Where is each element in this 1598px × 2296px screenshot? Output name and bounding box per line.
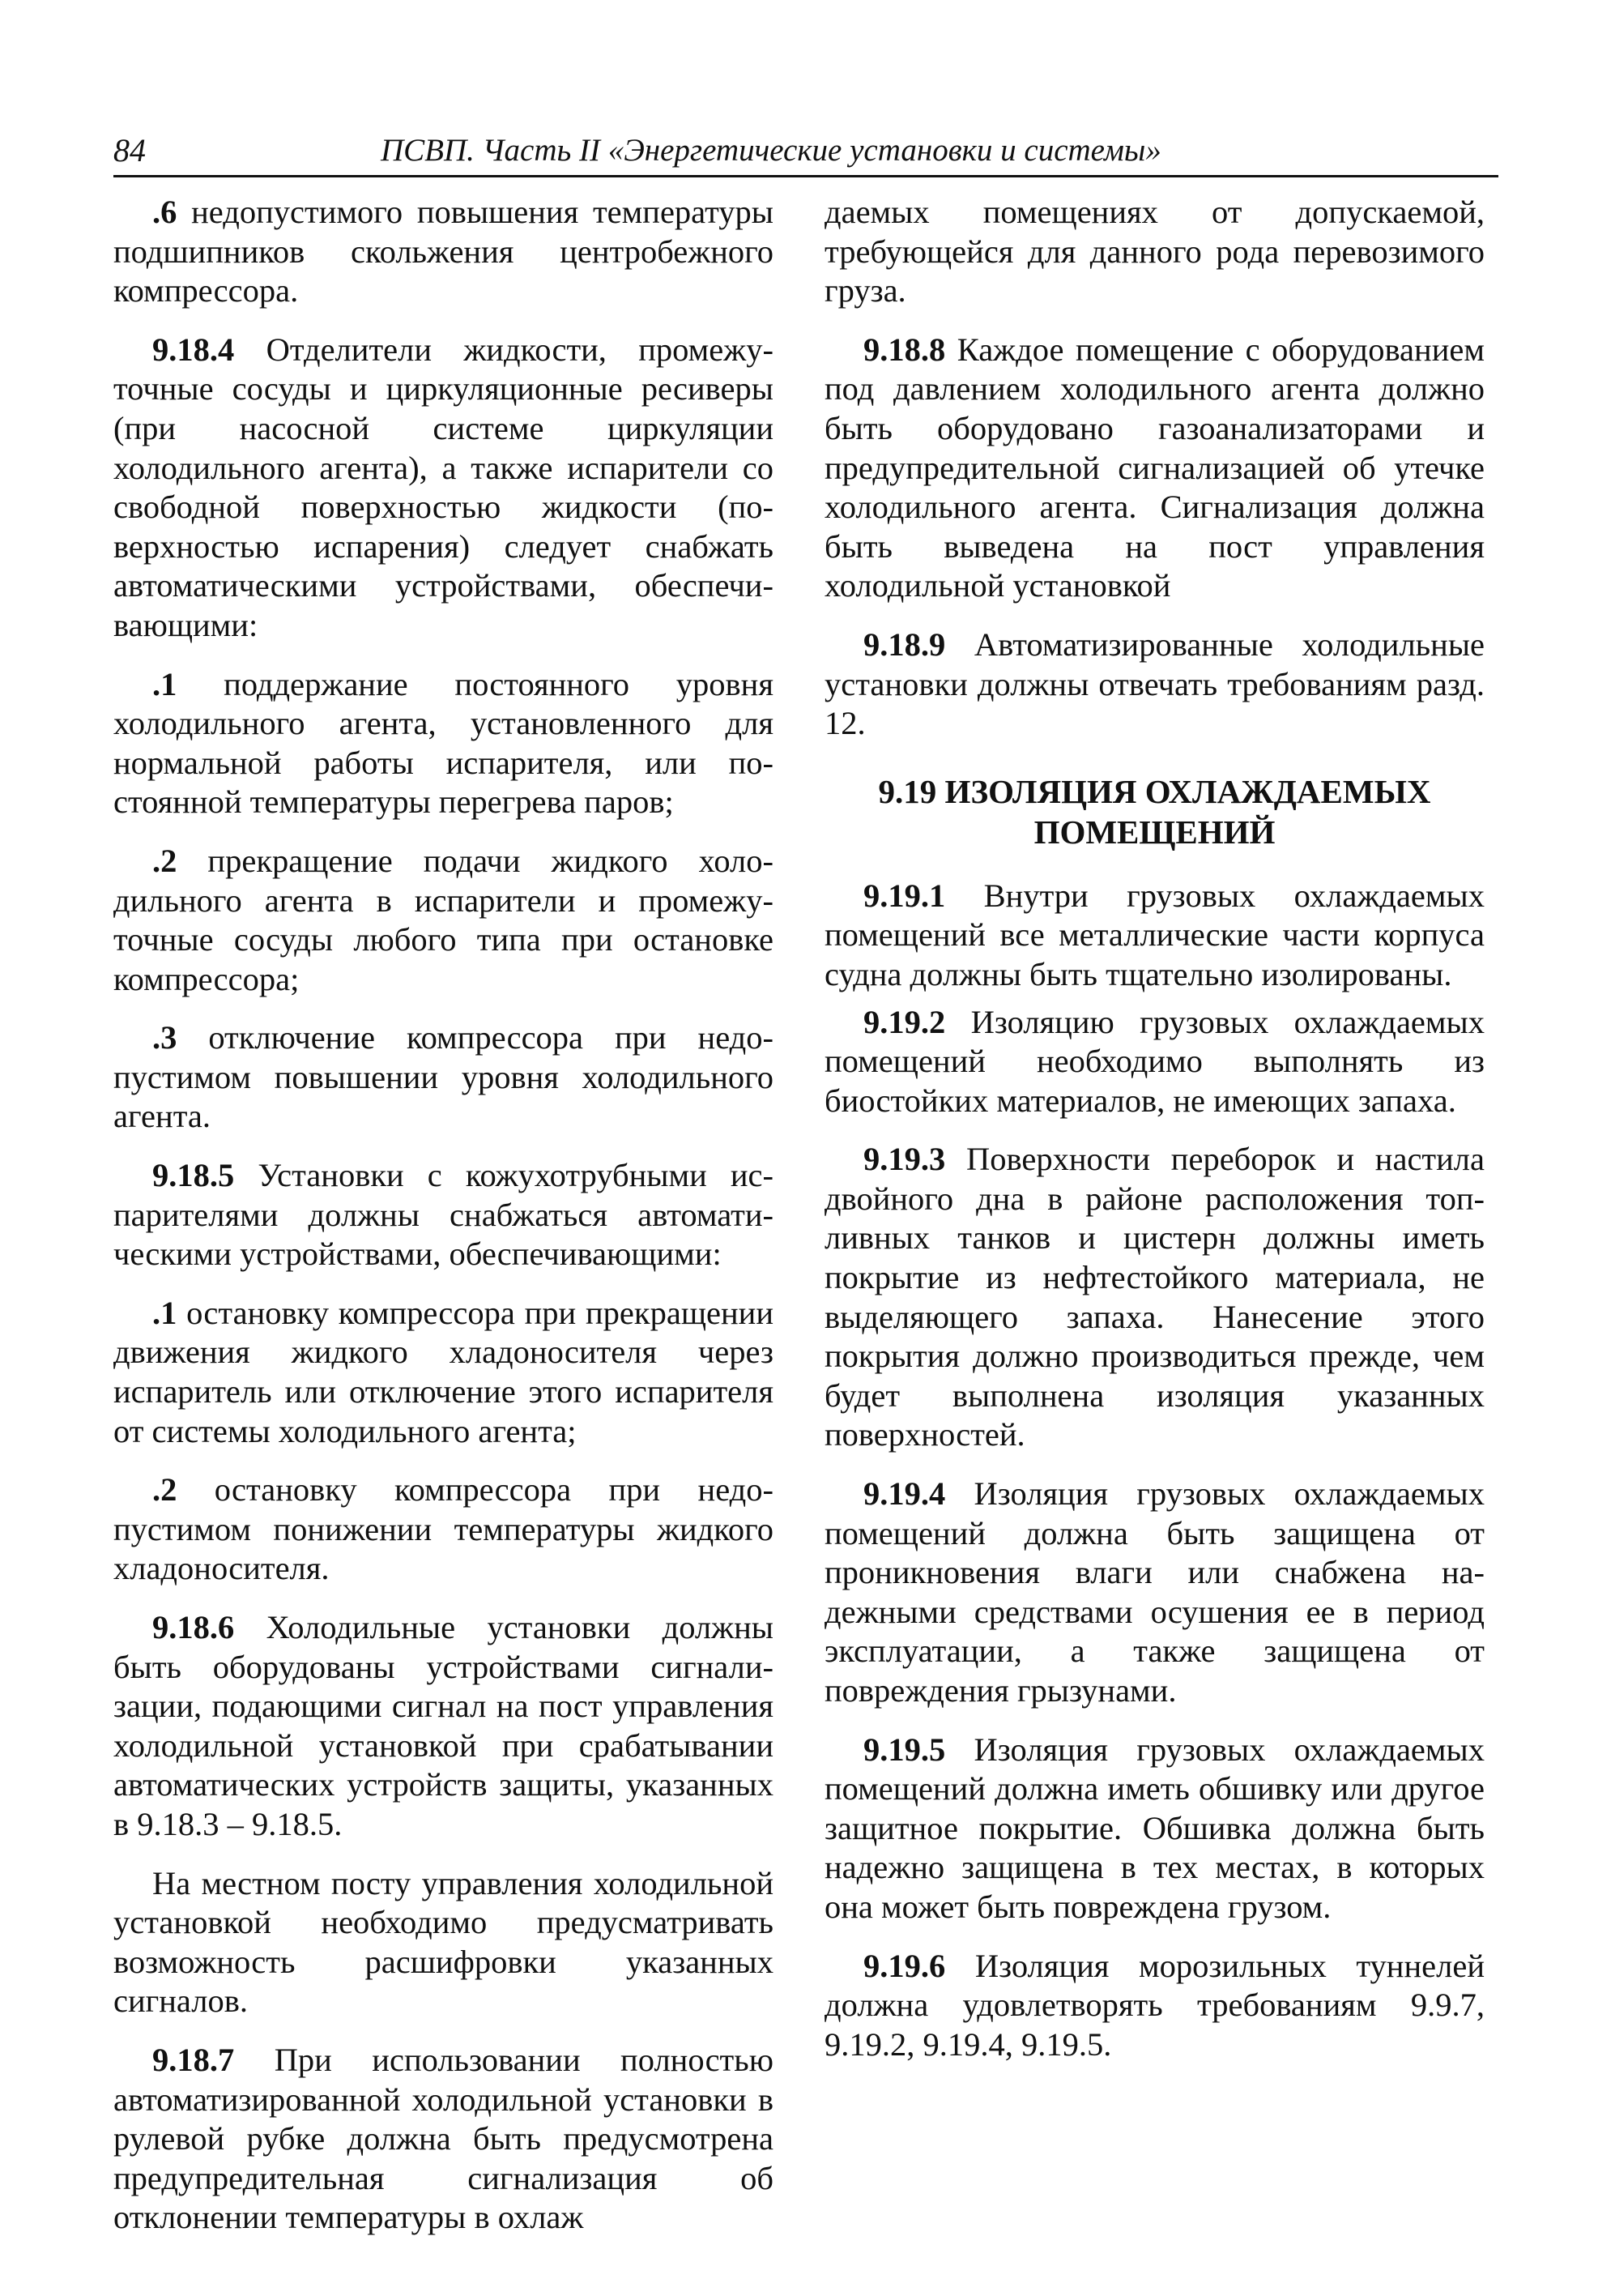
- paragraph: 9.19.5 Изоляция грузовых охлаждаемых помещений должна иметь обшивку или другое защитное покрытие. Обшивка должна быть надежно защищена в тех местах, в которых она может быть повреждена грузом.: [825, 1731, 1485, 1925]
- paragraph: 9.19.4 Изоляция грузовых охлаждаемых помещений должна быть защищена от проникновения влаги или снабжена надежными средствами осушения ее в период эксплуатации, а также защищена от повреждения грызунами.: [825, 1475, 1485, 1709]
- paragraph: 9.19.1 Внутри грузовых охлаждаемых помещений все металлические части корпуса судна должны быть тщательно изолированы.: [825, 877, 1485, 992]
- paragraph: .1 остановку компрессора при прекращении движения жидкого хладоносителя через испаритель или отключение этого испарителя от системы холодильного агента;: [113, 1294, 773, 1449]
- paragraph: 9.19.6 Изоляция морозильных туннелей должна удовлетворять требованиям 9.9.7, 9.19.2, 9.19.4, 9.19.5.: [825, 1947, 1485, 2063]
- paragraph: 9.18.4 Отделители жидкости, промежуточные сосуды и циркуляционные ресиверы (при насосной системе циркуляции холодильного агента), а также испарители со свободной поверхностью жидкости (поверхностью испарения) следует снабжать автоматическими устройствами, обеспечивающими:: [113, 331, 773, 643]
- paragraph: .3 отключение компрессора при недопустимом повышении уровня холодильного агента.: [113, 1019, 773, 1135]
- paragraph: 9.19.3 Поверхности переборок и настила двойного дна в районе расположения топливных танков и цистерн должны иметь покрытие из нефтестойкого материала, не выделяющего запаха. Нанесение этого покрытия должно производиться прежде, чем будет выполнена изоляция указанных поверхностей.: [825, 1141, 1485, 1453]
- paragraph: .1 поддержание постоянного уровня холодильного агента, установленного для нормальной работы испарителя, или постоянной температуры перегрева паров;: [113, 665, 773, 821]
- section-heading: 9.19 ИЗОЛЯЦИЯ ОХЛАЖДАЕМЫХ ПОМЕЩЕНИЙ: [878, 772, 1431, 851]
- page-number: 84: [113, 132, 146, 169]
- paragraph: 9.18.8 Каждое помещение с оборудованием под давлением холодильного агента должно быть оборудовано газоанализаторами и предупредительной сигнализацией об утечке холодильного агента. Сигнализация должна быть выведена на пост управления холодильной установкой: [825, 331, 1485, 604]
- right-column: [825, 193, 1485, 2064]
- running-title: ПСВП. Часть II «Энергетические установки и системы»: [381, 133, 1161, 168]
- left-column: [113, 193, 773, 2238]
- paragraph: 9.19.2 Изоляцию грузовых охлаждаемых помещений необходимо выполнять из биостойких материалов, не имеющих запаха.: [825, 1003, 1485, 1119]
- paragraph: .2 прекращение подачи жидкого холодильного агента в испарители и промежуточные сосуды любого типа при остановке компрессора;: [113, 842, 773, 997]
- paragraph: На местном посту управления холодильной установкой необходимо предусматривать возможность расшифровки указанных сигналов.: [113, 1864, 773, 2020]
- paragraph: 9.18.9 Автоматизированные холодильные установки должны отвечать требованиям разд. 12.: [825, 625, 1485, 742]
- paragraph: даемых помещениях от допускаемой, требующейся для данного рода перевозимого груза.: [825, 194, 1485, 309]
- paragraph: 9.18.7 При использовании полностью автоматизированной холодильной установки в рулевой рубке должна быть предусмотрена предупредительная сигнализация об отклонении температуры в охлаж: [113, 2041, 773, 2236]
- paragraph: 9.18.6 Холодильные установки должны быть оборудованы устройствами сигнализации, подающими сигнал на пост управления холодильной установкой при срабатывании автоматических устройств защиты, указанных в 9.18.3 – 9.18.5.: [113, 1609, 773, 1842]
- paragraph: 9.18.5 Установки с кожухотрубными испарителями должны снабжаться автоматическими устройствами, обеспечивающими:: [113, 1157, 773, 1273]
- paragraph: .6 недопустимого повышения температуры подшипников скольжения центробежного компрессора.: [113, 194, 773, 309]
- page-header: [113, 130, 1498, 177]
- paragraph: .2 остановку компрессора при недопустимом понижении температуры жидкого хладоносителя.: [113, 1471, 773, 1587]
